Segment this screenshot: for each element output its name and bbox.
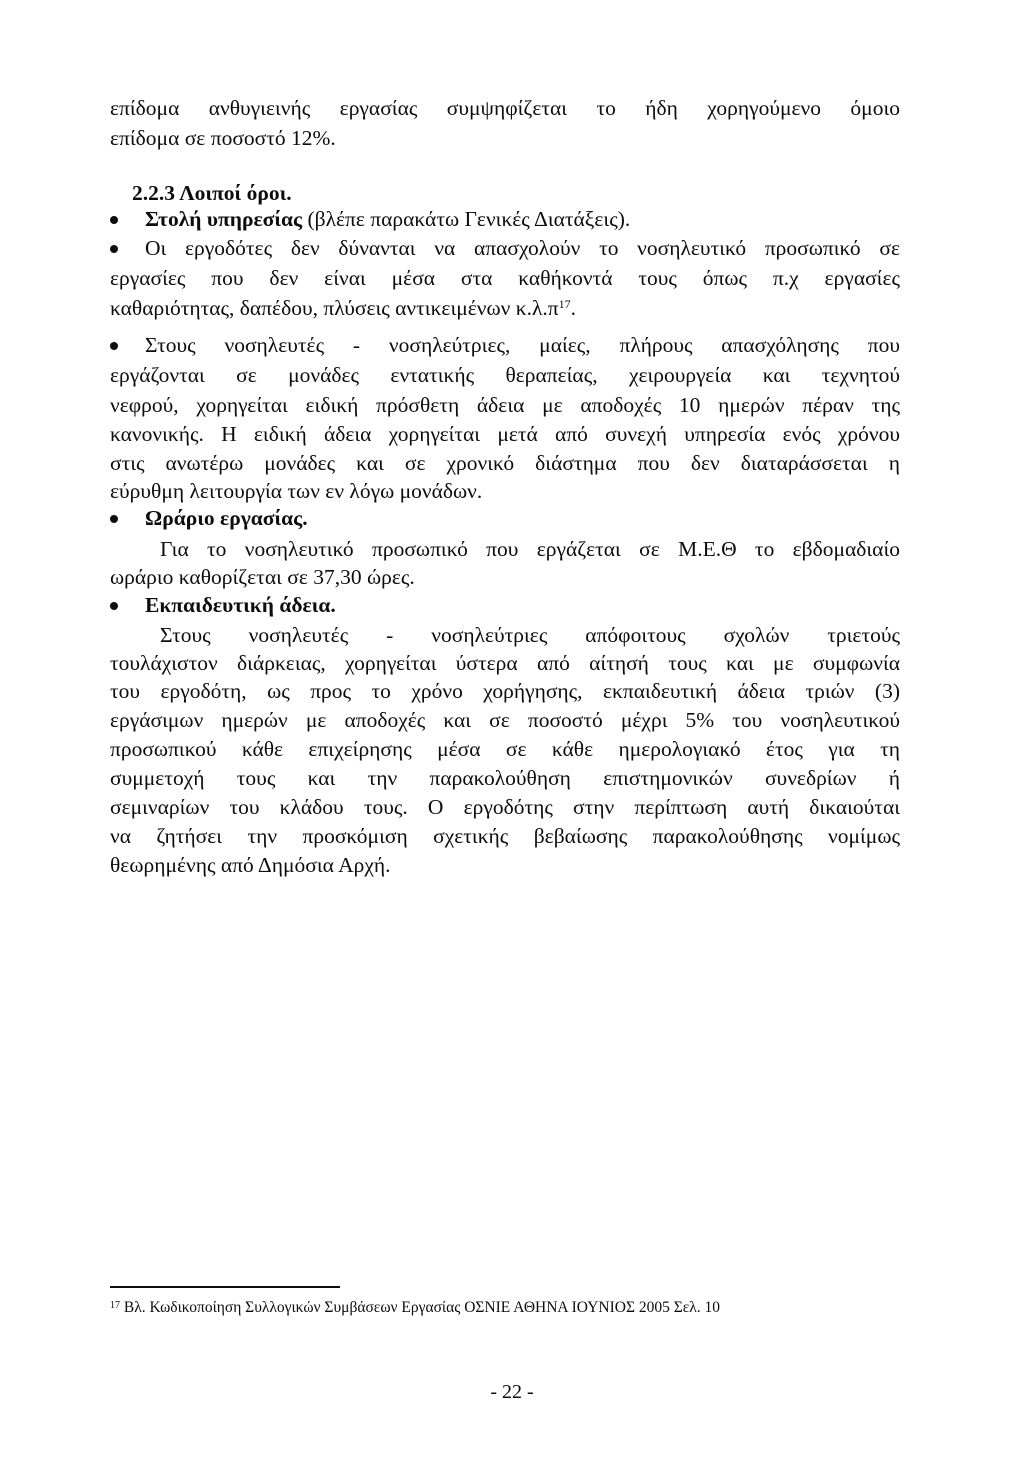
paragraph-line: επίδομα ανθυγιεινής εργασίας συμψηφίζεται το ήδη χορηγούμενο όμοιο <box>110 96 900 120</box>
paragraph-line: Για το νοσηλευτικό προσωπικό που εργάζεται σε Μ.Ε.Θ το εβδομαδιαίο <box>160 537 900 561</box>
paragraph-line: εργάζονται σε μονάδες εντατικής θεραπείας, χειρουργεία και τεχνητού <box>110 363 900 387</box>
bullet-icon <box>110 515 118 523</box>
paragraph-line: του εργοδότη, ως προς το χρόνο χορήγησης, εκπαιδευτική άδεια τριών (3) <box>110 679 900 703</box>
section-heading: 2.2.3 Λοιποί όροι. <box>132 181 292 205</box>
paragraph-line: ωράριο καθορίζεται σε 37,30 ώρες. <box>110 565 415 589</box>
paragraph-line: Στους νοσηλευτές - νοσηλεύτριες, μαίες, πλήρους απασχόλησης που <box>145 333 900 357</box>
footnote-text: Βλ. Κωδικοποίηση Συλλογικών Συμβάσεων Εργασίας ΟΣΝΙΕ ΑΘΗΝΑ ΙΟΥΝΙΟΣ 2005 Σελ. 10 <box>120 1299 721 1316</box>
bullet-title: Στολή υπηρεσίας <box>145 207 303 231</box>
bullet-title: Εκπαιδευτική άδεια. <box>145 593 336 617</box>
paragraph-line: προσωπικού κάθε επιχείρησης μέσα σε κάθε ημερολογιακό έτος για τη <box>110 737 900 761</box>
paragraph-line: εργασίες που δεν είναι μέσα στα καθήκοντά τους όπως π.χ εργασίες <box>110 266 900 290</box>
paragraph-line: συμμετοχή τους και την παρακολούθηση επιστημονικών συνεδρίων ή <box>110 766 900 790</box>
footnote <box>110 1298 720 1318</box>
footnote-number: 17 <box>110 1300 120 1311</box>
line-end: . <box>570 296 576 320</box>
paragraph-line: να ζητήσει την προσκόμιση σχετικής βεβαίωσης παρακολούθησης νομίμως <box>110 824 900 848</box>
paragraph-line: νεφρού, χορηγείται ειδική πρόσθετη άδεια με αποδοχές 10 ημερών πέραν της <box>110 393 900 417</box>
paragraph-line: στις ανωτέρω μονάδες και σε χρονικό διάστημα που δεν διαταράσσεται η <box>110 451 900 475</box>
paragraph-line: εύρυθμη λειτουργία των εν λόγω μονάδων. <box>110 479 483 503</box>
paragraph-line <box>110 293 900 323</box>
footnote-divider <box>110 1286 340 1288</box>
bullet-title: Ωράριο εργασίας. <box>145 506 308 530</box>
paragraph-line: επίδομα σε ποσοστό 12%. <box>110 126 336 150</box>
bullet-icon <box>110 342 118 350</box>
paragraph-line: θεωρημένης από Δημόσια Αρχή. <box>110 853 391 877</box>
bullet-icon <box>110 245 118 253</box>
page-number: - 22 - <box>490 1381 534 1403</box>
bullet-item-uniform <box>145 204 935 234</box>
paragraph-line: Οι εργοδότες δεν δύνανται να απασχολούν το νοσηλευτικό προσωπικό σε <box>145 236 900 260</box>
paragraph-line: εργάσιμων ημερών με αποδοχές και σε ποσοστό μέχρι 5% του νοσηλευτικού <box>110 708 900 732</box>
paragraph-line: Στους νοσηλευτές - νοσηλεύτριες απόφοιτους σχολών τριετούς <box>160 623 900 647</box>
line-text: καθαριότητας, δαπέδου, πλύσεις αντικειμένων κ.λ.π <box>110 296 559 320</box>
bullet-icon <box>110 602 118 610</box>
paragraph-line: σεμιναρίων του κλάδου τους. Ο εργοδότης στην περίπτωση αυτή δικαιούται <box>110 795 900 819</box>
bullet-text: (βλέπε παρακάτω Γενικές Διατάξεις). <box>302 207 631 231</box>
bullet-icon <box>110 216 118 224</box>
footnote-ref: 17 <box>558 297 571 311</box>
paragraph-line: κανονικής. Η ειδική άδεια χορηγείται μετά από συνεχή υπηρεσία ενός χρόνου <box>110 422 900 446</box>
paragraph-line: τουλάχιστον διάρκειας, χορηγείται ύστερα από αίτησή τους και με συμφωνία <box>110 651 900 675</box>
